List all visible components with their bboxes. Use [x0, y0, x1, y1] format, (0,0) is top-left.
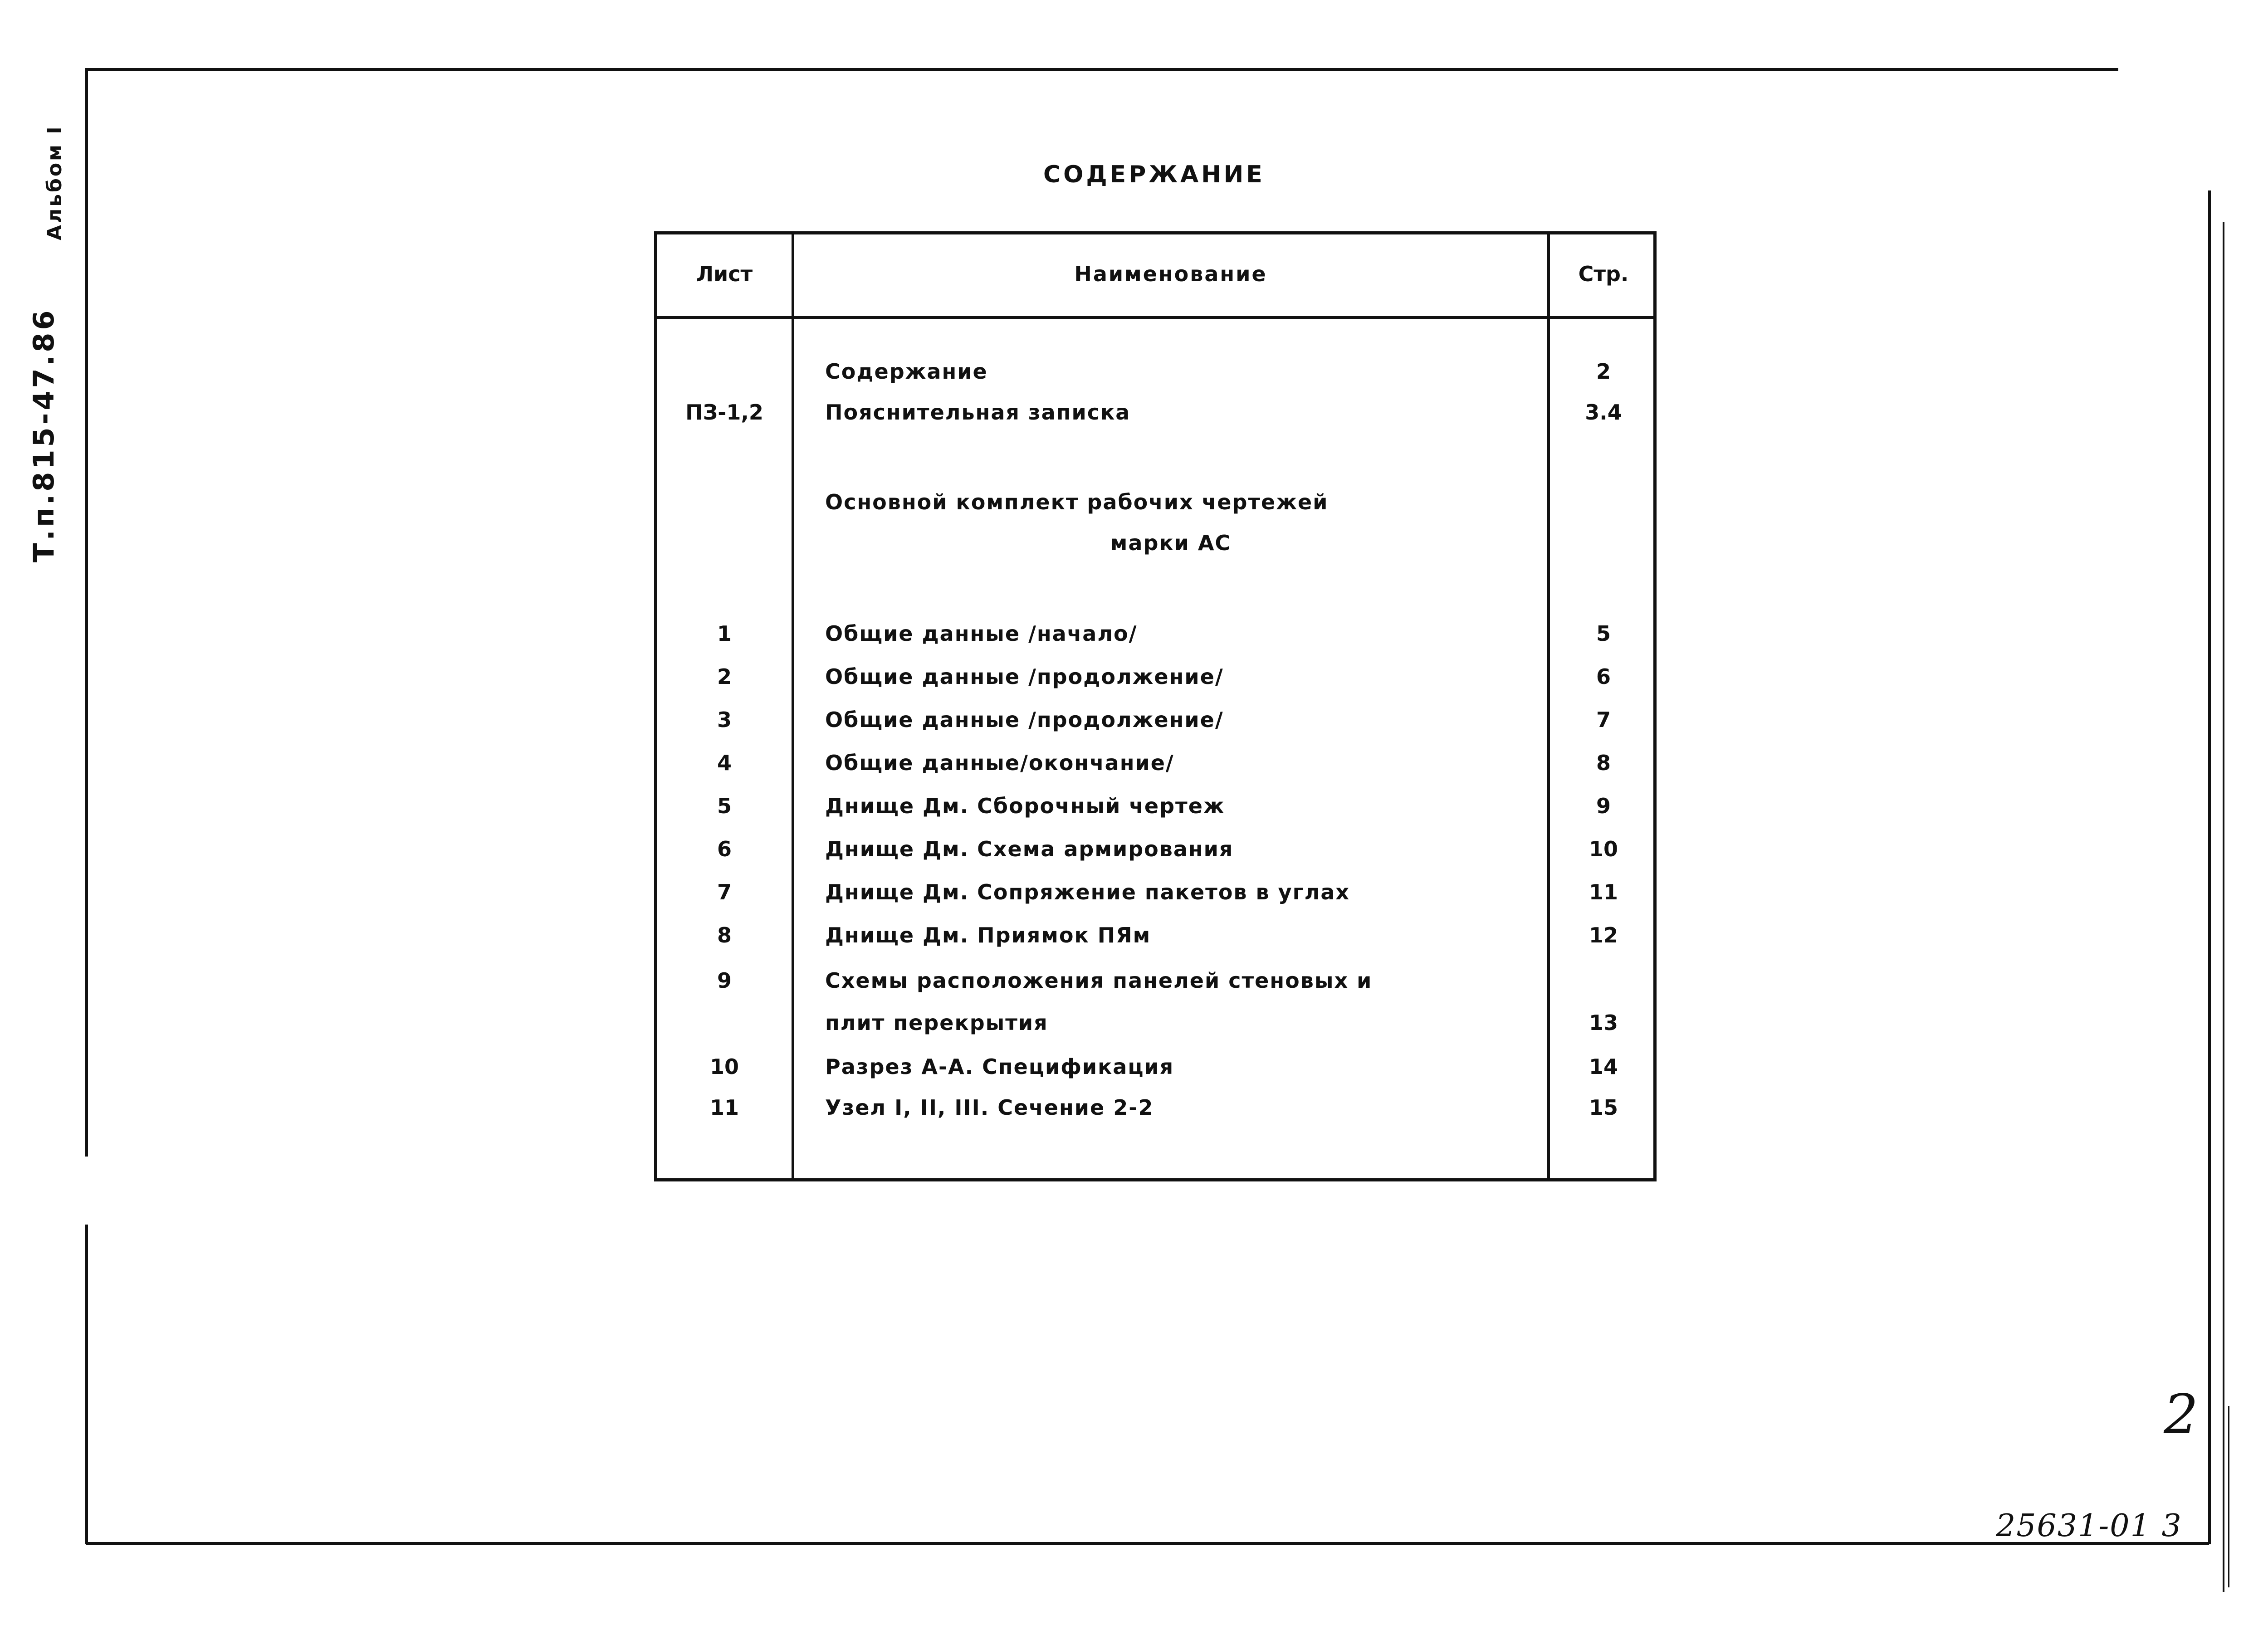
page-title: СОДЕРЖАНИЕ [1043, 161, 1265, 188]
frame-bottom-line [86, 1542, 2209, 1545]
frame-left-line-lower [85, 1225, 88, 1544]
row-name: Общие данные/окончание/ [825, 751, 1174, 775]
frame-right-line [2208, 190, 2211, 1544]
header-name: Наименование [1074, 262, 1267, 286]
frame-top-line [86, 68, 2118, 71]
table-row [657, 1049, 1653, 1085]
row-page: 3.4 [1585, 400, 1622, 425]
row-sheet: 5 [717, 794, 732, 818]
header-page: Стр. [1578, 262, 1629, 286]
table-row [657, 702, 1653, 738]
table-row [657, 1005, 1653, 1041]
table-row [657, 788, 1653, 824]
row-name: Общие данные /продолжение/ [825, 708, 1224, 732]
document-code: Т.п.815-47.86 [27, 307, 60, 562]
row-name: плит перекрытия [825, 1010, 1048, 1035]
row-page: 15 [1589, 1095, 1618, 1120]
row-name: Пояснительная записка [825, 400, 1131, 425]
table-row [657, 394, 1653, 430]
table-row [657, 874, 1653, 910]
row-page: 8 [1596, 751, 1611, 775]
row-name: Днище Дм. Приямок ПЯм [825, 923, 1151, 947]
row-page: 7 [1596, 708, 1611, 732]
document-code-label [27, 308, 60, 563]
row-page: 12 [1589, 923, 1618, 947]
row-name: Основной комплект рабочих чертежей [825, 490, 1329, 514]
row-sheet: 8 [717, 923, 732, 947]
archive-code: 25631-01 3 [1996, 1508, 2182, 1544]
row-sheet: 1 [717, 621, 732, 646]
row-name: Схемы расположения панелей стеновых и [825, 968, 1373, 993]
row-page: 5 [1596, 621, 1611, 646]
row-sheet: 2 [717, 664, 732, 689]
row-sheet: 6 [717, 837, 732, 861]
row-page: 13 [1589, 1010, 1618, 1035]
row-name: Разрез А-А. Спецификация [825, 1054, 1174, 1079]
table-row [657, 962, 1653, 999]
row-page: 10 [1589, 837, 1618, 861]
handwritten-page-number: 2 [2164, 1383, 2199, 1446]
table-row [657, 745, 1653, 781]
row-page: 6 [1596, 664, 1611, 689]
header-sheet: Лист [696, 262, 753, 286]
frame-right-edge-mark [2228, 1406, 2229, 1587]
row-sheet: 9 [717, 968, 732, 993]
row-name: Общие данные /начало/ [825, 621, 1138, 646]
row-name: Днище Дм. Сборочный чертеж [825, 794, 1225, 818]
row-sheet: 10 [709, 1054, 739, 1079]
row-name: Содержание [825, 359, 988, 384]
row-sheet: 3 [717, 708, 732, 732]
row-page: 9 [1596, 794, 1611, 818]
contents-table [654, 231, 1657, 1181]
row-page: 2 [1596, 359, 1611, 384]
table-row [657, 525, 1653, 561]
table-row [657, 659, 1653, 695]
row-name: Общие данные /продолжение/ [825, 664, 1224, 689]
table-row [657, 917, 1653, 953]
row-page: 14 [1589, 1054, 1618, 1079]
frame-left-line [85, 68, 88, 1157]
row-name: Днище Дм. Сопряжение пакетов в углах [825, 880, 1350, 904]
table-row [657, 484, 1653, 520]
row-name: Узел I, II, III. Сечение 2-2 [825, 1095, 1154, 1120]
frame-right-edge-line [2223, 222, 2224, 1592]
row-sheet: ПЗ-1,2 [685, 400, 763, 425]
table-row [657, 353, 1653, 390]
table-row [657, 831, 1653, 867]
row-sheet: 7 [717, 880, 732, 904]
row-name: Днище Дм. Схема армирования [825, 837, 1234, 861]
row-name: марки АС [1110, 531, 1232, 555]
table-row [657, 615, 1653, 652]
table-row [657, 1089, 1653, 1126]
album-label: Альбом I [43, 125, 66, 240]
table-header-divider [657, 316, 1653, 319]
row-page: 11 [1589, 880, 1618, 904]
row-sheet: 11 [709, 1095, 739, 1120]
row-sheet: 4 [717, 751, 732, 775]
